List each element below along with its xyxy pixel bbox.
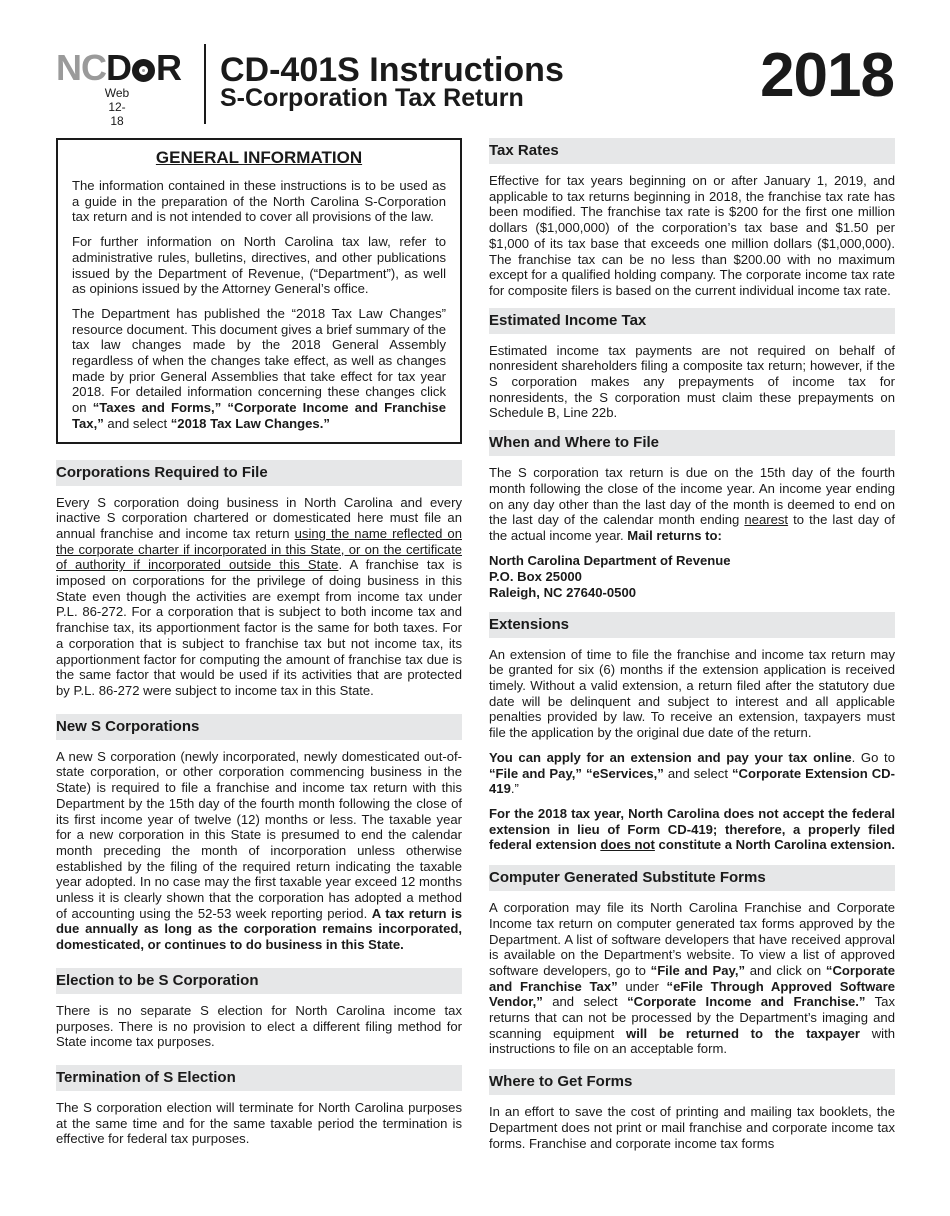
heading-text: Tax Rates (489, 142, 559, 159)
text-run: “2018 Tax Law Changes (170, 415, 320, 431)
computer-forms-text (489, 900, 895, 1057)
text-run: A new S corporation (newly incorporated, newly domesticated out-of-state corporation, or other corporation commencing business in the State) is required to file a franchise and income tax return with this Department by the 15th day of the fourth month following the close of its first income year of twelve (12) months or less. The taxable year for a new corporation in this State is presumed to end the calendar month preceding the month of incorporation unless otherwise established by the filing of the required return indicating the taxable year adopted. In no case may the first taxable year exceed 12 months unless it is clearly shown that the corporation has adopted a method of accounting using the 52-53 week reporting period. (56, 748, 462, 921)
heading-text: Corporations Required to File (56, 463, 268, 481)
section-heading-estimated-income-tax (489, 308, 895, 334)
tax-year: 2018 (760, 41, 894, 110)
document-subtitle: S-Corporation Tax Return (220, 84, 524, 112)
text-run: does not (600, 837, 655, 853)
text-run: . Go to (851, 749, 895, 765)
general-info-paragraph-1: The information contained in these instructions is to be used as a guide in the preparation of the North Carolina S-Corporation tax return and is not intended to cover all provisions of the law. (72, 178, 446, 225)
address-line-3: Raleigh, NC 27640-0500 (489, 584, 637, 600)
text-run: A tax return is due annually as long as the corporation remains incorporated, domesticated, or continues to do business in this State. (56, 905, 462, 953)
heading-text: Extensions (489, 615, 570, 633)
termination-text: The S corporation election will terminate for North Carolina purposes at the same time and for the same taxable period the termination is effective for federal tax purposes. (56, 1099, 462, 1147)
general-info-paragraph-2: For further information on North Carolina tax law, refer to administrative rules, bulletins, directives, and other publications issued by the Department of Revenue, (“Department”), as well as opinions issued by the Attorney General’s office. (72, 234, 446, 297)
text-run: and select (542, 994, 628, 1010)
left-column (56, 138, 462, 1156)
section-heading-termination (56, 1065, 462, 1091)
section-heading-where-to-get-forms (489, 1069, 895, 1095)
text-run: and select (103, 415, 171, 431)
tax-rates-text: Effective for tax years beginning on or after January 1, 2019, and applicable to tax returns beginning in 2018, the franchise tax rate has been modified. The franchise tax rate is $200 for the first one million dollars ($1,000,000) of the corporation’s tax base and $1.50 per $1,000 of its tax base that exceeds one million dollars ($1,000,000). The franchise tax can be no less than $200.00 with no maximum except for a qualified holding company. The corporate income tax rate for composite filers is based on the current individual income tax rate. (489, 173, 895, 298)
logo-nc-text: NC (56, 47, 106, 88)
text-run: constitute a North Carolina extension. (654, 837, 895, 853)
page-header (0, 0, 950, 130)
where-to-get-forms-text: In an effort to save the cost of printing and mailing tax booklets, the Department does not print or mail franchise and corporate income tax forms. Franchise and corporate income tax forms (489, 1104, 895, 1151)
text-run: .” (510, 781, 519, 797)
text-run: “File and Pay,” “eServices,” (489, 765, 664, 781)
text-run: The Department has published the “2018 Tax Law Changes” resource document. This document gives a brief summary of the tax law changes made by the 2018 General Assembly regardless of when the changes take effect, as well as changes made by prior General Assemblies that take effect for tax year 2018. For detailed information concerning these changes click on (72, 305, 446, 416)
new-s-corporations-text (56, 749, 462, 953)
text-run: Mail returns to: (627, 527, 722, 543)
logo-o-icon (132, 59, 155, 82)
general-info-paragraph-3 (72, 306, 446, 432)
section-heading-computer-forms (489, 865, 895, 891)
ncdor-logo (56, 47, 181, 88)
text-run: under (617, 978, 667, 994)
section-heading-extensions (489, 612, 895, 638)
text-run: A corporation may file its North Carolina Franchise and Corporate Income tax return on computer generated tax forms approved by the Department. A list of software developers that have received approval is available on the Department’s website. To view a list of approved software developers, go to (489, 900, 895, 978)
section-heading-tax-rates (489, 138, 895, 164)
heading-text: Where to Get Forms (489, 1073, 633, 1091)
text-run: . A franchise tax is imposed on corporations for the privilege of doing business in this State even though the activities are exempt from income tax under P.L. 86-272. For a corporation that is subject to both income tax and franchise tax, its apportionment factor is the same for both taxes. For a corporation that is subject to franchise tax but not income tax, its apportionment factor for computing the amount of franchise tax due is the same factor that would be used if its activities that are protected by P.L. 86-272 were subject to income tax in this State. (56, 557, 462, 698)
section-heading-new-s-corporations (56, 714, 462, 740)
section-heading-when-where (489, 430, 895, 456)
text-run: and select (663, 765, 732, 781)
text-run: “Corporate Extension CD-419 (489, 765, 895, 797)
document-title: CD-401S Instructions (220, 51, 564, 89)
heading-text: When and Where to File (489, 434, 660, 452)
heading-text: Estimated Income Tax (489, 311, 647, 329)
text-run: Tax returns that can not be processed by the Department’s imaging and scanning equipment (489, 994, 896, 1041)
header-divider (204, 44, 206, 124)
text-run: to the last day of the actual income year. (489, 512, 896, 543)
web-version-label (102, 86, 132, 128)
general-information-title: GENERAL INFORMATION (155, 148, 363, 167)
text-run: .” (319, 415, 330, 431)
text-run: “eFile Through Approved Software Vendor,” (489, 978, 895, 1010)
text-run: “Corporate Income and Franchise.” (627, 994, 866, 1010)
text-run: using the name reflected on the corporate charter if incorporated in this State, or on the certificate of authority if incorporated outside this State (56, 525, 462, 573)
text-run: will be returned to the taxpayer (626, 1025, 860, 1041)
text-run: You can apply for an extension and pay your tax online (489, 749, 852, 765)
address-line-1: North Carolina Department of Revenue (489, 552, 731, 568)
heading-text: Election to be S Corporation (56, 971, 259, 989)
web-label: Web (104, 86, 130, 100)
text-run: and click on (745, 962, 826, 978)
text-run: “Corporate and Franchise Tax” (489, 962, 896, 994)
heading-text: Computer Generated Substitute Forms (489, 869, 766, 887)
text-run: with instructions to file on an acceptable form. (489, 1025, 895, 1057)
text-run: nearest (744, 512, 789, 528)
corporations-required-text (56, 495, 462, 699)
when-where-text (489, 465, 895, 544)
mailing-address (489, 553, 895, 601)
estimated-income-tax-text: Estimated income tax payments are not required on behalf of nonresident shareholders filing a composite tax return; however, if the S corporation makes any prepayments of income tax for nonresidents, the S corporation must claim these prepayments on Schedule B, Line 22b. (489, 342, 895, 421)
extensions-paragraph-3 (489, 806, 895, 853)
heading-text: New S Corporations (56, 717, 200, 735)
logo-r-text: R (156, 47, 181, 88)
web-date: 12-18 (108, 100, 126, 128)
logo-d-text: D (106, 47, 131, 88)
right-column (489, 138, 895, 1160)
section-heading-election (56, 968, 462, 994)
section-heading-corporations-required (56, 460, 462, 486)
election-text: There is no separate S election for North Carolina income tax purposes. There is no provision to elect a different filing method for State income tax purposes. (56, 1002, 462, 1050)
extensions-paragraph-1: An extension of time to file the franchise and income tax return may be granted for six (6) months if the extension application is received timely. Without a valid extension, a return filed after the statutory due date will be delinquent and subject to interest and all applicable penalties provided by law. To receive an extension, taxpayers must file the application by the original due date of the return. (489, 646, 895, 741)
extensions-paragraph-2 (489, 750, 895, 797)
heading-text: Termination of S Election (56, 1068, 236, 1086)
general-information-box (56, 138, 462, 444)
text-run: “Taxes and Forms,” “Corporate Income and Franchise Tax,” (72, 400, 446, 431)
text-run: “File and Pay,” (650, 962, 746, 978)
address-line-2: P.O. Box 25000 (489, 568, 582, 584)
text-run: The S corporation tax return is due on the 15th day of the fourth month following the close of the income year. An income year ending on any day other than the last day of the month is deemed to end on the last day of the calendar month ending (489, 465, 895, 528)
text-run: Every S corporation doing business in North Carolina and every inactive S corporation chartered or domesticated here must file an annual franchise and income tax return (56, 494, 462, 541)
text-run: For the 2018 tax year, North Carolina does not accept the federal extension in lieu of Form CD-419; therefore, a properly filed federal extension (489, 805, 895, 853)
